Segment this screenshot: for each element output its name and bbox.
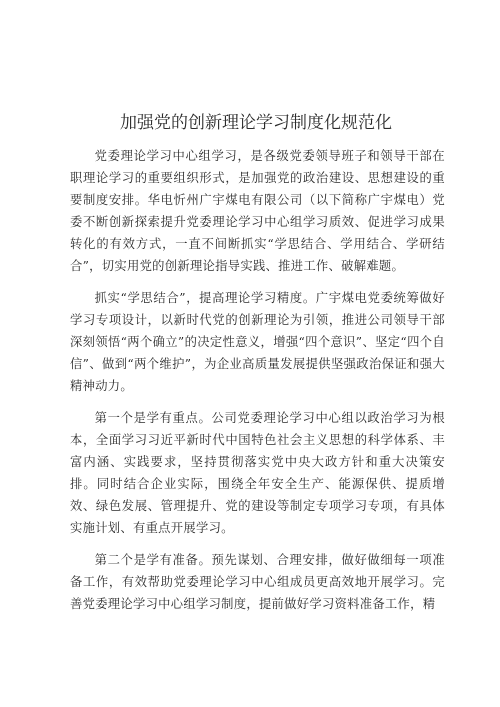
paragraph-1: 党委理论学习中心组学习，是各级党委领导班子和领导干部在职理论学习的重要组织形式，是加强党的政治建设、思想建设的重要制度安排。华电忻州广宇煤电有限公司（以下简称广宇煤电）党委不断创新探索提升党委理论学习中心组学习质效、促进学习成果转化的有效方式，一直不间断抓实“学思结合、学用结合、学研结合”，切实用党的创新理论指导实践、推进工作、破解难题。: [70, 149, 445, 273]
paragraph-3: 第一个是学有重点。公司党委理论学习中心组以政治学习为根本，全面学习习近平新时代中国特色社会主义思想的科学体系、丰富内涵、实践要求，坚持贯彻落实党中央大政方针和重大决策安排。同时结合企业实际，围绕全年安全生产、能源保供、提质增效、绿色发展、管理提升、党的建设等制定专项学习专项，有具体实施计划、有重点开展学习。: [70, 411, 445, 535]
paragraph-2: 抓实“学思结合”，提高理论学习精度。广宇煤电党委统筹做好学习专项设计，以新时代党的创新理论为引领，推进公司领导干部深刻领悟“两个确立”的决定性意义，增强“四个意识”、坚定“四个自信”、做到“两个维护”，为企业高质量发展提供坚强政治保证和强大精神动力。: [70, 291, 445, 393]
document-title: 加强党的创新理论学习制度化规范化: [120, 113, 392, 133]
paragraph-4: 第二个是学有准备。预先谋划、合理安排，做好做细每一项准备工作，有效帮助党委理论学习中心组成员更高效地开展学习。完善党委理论学习中心组学习制度，提前做好学习资料准备工作，精: [70, 553, 445, 611]
